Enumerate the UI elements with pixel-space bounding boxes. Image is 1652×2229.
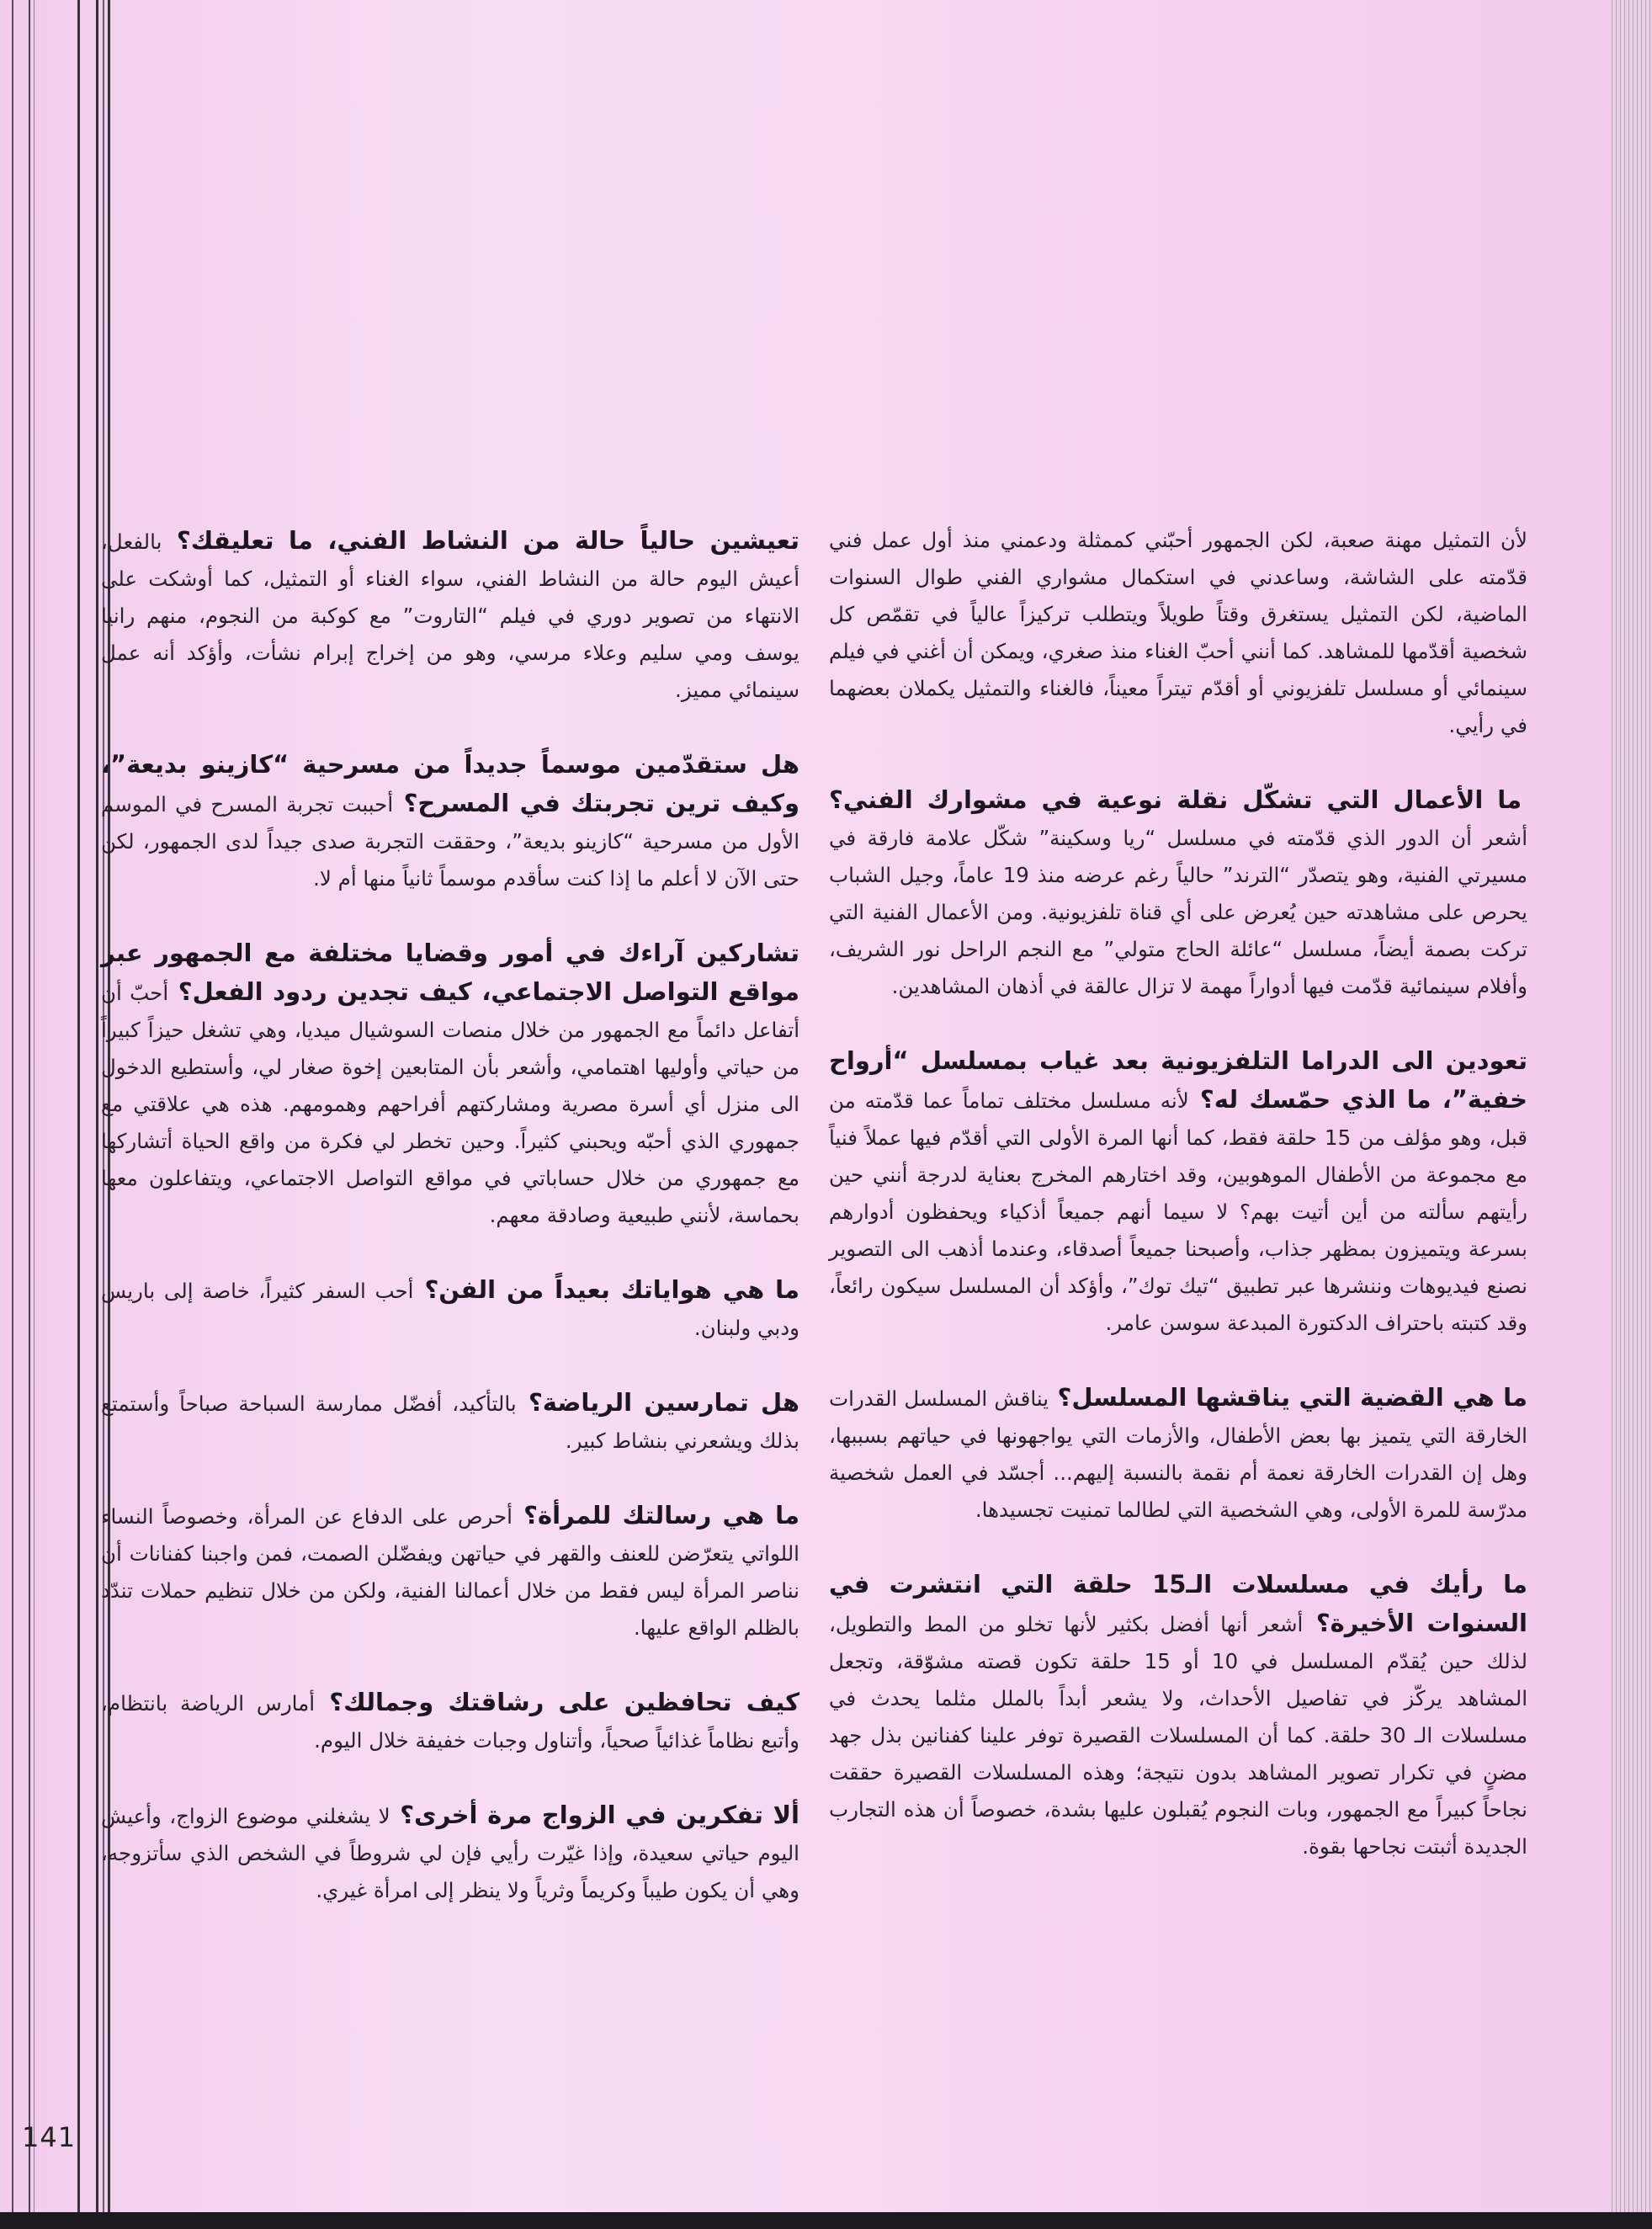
- answer: يناقش المسلسل القدرات الخارقة التي يتميز بها بعض الأطفال، والأزمات التي يواجهونها في حياتهم بسببها، وهل إن القدرات الخارقة نعمة أم نقمة بالنسبة إليهم... أجسّد في العمل شخصية مدرّسة للمرة الأولى، وهي الشخصية التي لطالما تمنيت تجسيدها.: [829, 1386, 1527, 1522]
- left-column: [101, 522, 799, 1946]
- question: ألا تفكرين في الزواج مرة أخرى؟: [390, 1801, 800, 1829]
- answer: بالفعل، أعيش اليوم حالة من النشاط الفني، سواء الغناء أو التمثيل، كما أوشكت على الانتهاء من تصوير دوري في فيلم “التاروت” مع كوكبة من النجوم، منهم رانيا يوسف ومي سليم وعلاء مرسي، وهو من إخراج إبرام نشأت، وأؤكد أنه عمل سينمائي مميز.: [101, 529, 799, 702]
- answer: أمارس الرياضة بانتظام، وأتبع نظاماً غذائياً صحياً، وأتناول وجبات خفيفة خلال اليوم.: [101, 1691, 799, 1753]
- qa-block: [829, 781, 1527, 1005]
- answer: بالتأكيد، أفضّل ممارسة السباحة صباحاً وأستمتع بذلك ويشعرني بنشاط كبير.: [101, 1391, 799, 1453]
- answer: أشعر أنها أفضل بكثير لأنها تخلو من المط والتطويل، لذلك حين يُقدّم المسلسل في 10 أو 15 حلقة تكون قصته مشوّقة، وتجعل المشاهد يركّز في تفاصيل الأحداث، ولا يشعر أبداً بالملل مثلما يحدث في مسلسلات الـ 30 حلقة. كما أن المسلسلات القصيرة توفر علينا كفنانين بذل جهد مضنٍ في تكرار تصوير المشاهد بدون نتيجة؛ وهذه المسلسلات القصيرة حققت نجاحاً كبيراً مع الجمهور، وبات النجوم يُقبلون عليها بشدة، خصوصاً أن هذه التجارب الجديدة أثبتت نجاحها بقوة.: [829, 1612, 1527, 1859]
- page-edge: [1612, 0, 1652, 2229]
- question: ما هي القضية التي يناقشها المسلسل؟: [1049, 1383, 1527, 1412]
- question: ما الأعمال التي تشكّل نقلة نوعية في مشوارك الفني؟: [829, 785, 1522, 814]
- binding-rule: [29, 0, 30, 2229]
- qa-block: [101, 1684, 799, 1759]
- question: ما رأيك في مسلسلات الـ15 حلقة التي انتشرت في السنوات الأخيرة؟: [829, 1570, 1527, 1637]
- qa-block: [101, 1384, 799, 1460]
- binding-rule: [77, 0, 80, 2229]
- qa-block: [101, 1497, 799, 1646]
- answer: لا يشغلني موضوع الزواج، وأعيش اليوم حياتي سعيدة، وإذا غيّرت رأيي فإن لي شروطاً في الشخص الذي سأتزوجه، وهي أن يكون طيباً وكريماً وثرياً ولا ينظر إلى امرأة غيري.: [101, 1804, 799, 1902]
- question: ما هي رسالتك للمرأة؟: [512, 1501, 799, 1529]
- question: ما هي هواياتك بعيداً من الفن؟: [413, 1275, 799, 1304]
- qa-block: [101, 746, 799, 897]
- binding-rule: [12, 0, 13, 2229]
- intro-paragraph: [829, 522, 1527, 744]
- qa-block: [101, 1796, 799, 1909]
- bottom-bar: [0, 2212, 1652, 2229]
- answer: لأنه مسلسل مختلف تماماً عما قدّمته من قبل، وهو مؤلف من 15 حلقة فقط، كما أنها المرة الأولى التي أقدّم فيها عملاً فنياً مع مجموعة من الأطفال الموهوبين، وقد اختارهم المخرج بعناية لدرجة أنني حين رأيتهم سألته من أين أتيت بهم؟ لا سيما أنهم جميعاً أذكياء ويحفظون أدوارهم بسرعة ويتميزون بمظهر جذاب، وأصبحنا جميعاً أصدقاء، وعندما أذهب الى التصوير نصنع فيديوهات وننشرها عبر تطبيق “تيك توك”، وأؤكد أن المسلسل سيكون رائعاً، وقد كتبته باحتراف الدكتورة المبدعة سوسن عامر.: [829, 1088, 1527, 1335]
- question: كيف تحافظين على رشاقتك وجمالك؟: [315, 1688, 800, 1716]
- qa-block: [829, 1379, 1527, 1529]
- question: هل تمارسين الرياضة؟: [516, 1388, 799, 1417]
- answer: أحرص على الدفاع عن المرأة، وخصوصاً النساء اللواتي يتعرّضن للعنف والقهر في حياتهن ويفضّلن الصمت، فمن واجبنا كفنانات أن نناصر المرأة ليس فقط من خلال أعمالنا الفنية، ولكن من خلال تنظيم حملات تندّد بالظلم الواقع عليها.: [101, 1504, 799, 1640]
- question: تعيشين حالياً حالة من النشاط الفني، ما تعليقك؟: [162, 526, 799, 555]
- answer: أحببت تجربة المسرح في الموسم الأول من مسرحية “كازينو بديعة”، وحققت التجربة صدى جيداً لدى الجمهور، لكن حتى الآن لا أعلم ما إذا كنت سأقدم موسماً ثانياً منها أم لا.: [101, 792, 799, 891]
- binding-rule: [96, 0, 98, 2229]
- question: تشاركين آراءك في أمور وقضايا مختلفة مع الجمهور عبر مواقع التواصل الاجتماعي، كيف تجدين ردود الفعل؟: [101, 939, 799, 1006]
- answer: أشعر أن الدور الذي قدّمته في مسلسل “ريا وسكينة” شكّل علامة فارقة في مسيرتي الفنية، وهو يتصدّر “الترند” حالياً رغم عرضه منذ 19 عاماً، وجيل الشباب يحرص على مشاهدته حين يُعرض على أي قناة تلفزيونية. ومن الأعمال الفنية التي تركت بصمة أيضاً، مسلسل “عائلة الحاج متولي” مع النجم الراحل نور الشريف، وأفلام سينمائية قدّمت فيها أدواراً مهمة لا تزال عالقة في أذهان المشاهدين.: [829, 826, 1528, 998]
- binding-rule: [34, 0, 35, 2229]
- qa-block: [101, 522, 799, 709]
- intro-text: لأن التمثيل مهنة صعبة، لكن الجمهور أحبّني كممثلة ودعمني منذ أول عمل فني قدّمته على الشاشة، وساعدني في استكمال مشواري الفني طوال السنوات الماضية، لكن التمثيل يستغرق وقتاً طويلاً ويتطلب تركيزاً عالياً في تقمّص كل شخصية أقدّمها للمشاهد. كما أنني أحبّ الغناء منذ صغري، ويمكن أن أغني في فيلم سينمائي أو مسلسل تلفزيوني أو أقدّم تيتراً معيناً، فالغناء والتمثيل يكملان بعضهما في رأيي.: [829, 528, 1527, 737]
- right-column: [829, 522, 1527, 1902]
- qa-block: [829, 1042, 1527, 1342]
- question: هل ستقدّمين موسماً جديداً من مسرحية “كازينو بديعة”، وكيف ترين تجربتك في المسرح؟: [101, 750, 799, 817]
- qa-block: [829, 1566, 1527, 1865]
- page-number: 141: [22, 2121, 77, 2153]
- qa-block: [101, 1271, 799, 1347]
- qa-block: [101, 934, 799, 1234]
- question: تعودين الى الدراما التلفزيونية بعد غياب بمسلسل “أرواح خفية”، ما الذي حمّسك له؟: [829, 1046, 1527, 1114]
- answer: أحب السفر كثيراً، خاصة إلى باريس ودبي ولبنان.: [101, 1279, 799, 1340]
- answer: أحبّ أن أتفاعل دائماً مع الجمهور من خلال منصات السوشيال ميديا، وهي تشغل حيزاً كبيراً من حياتي وأوليها اهتمامي، وأشعر بأن المتابعين إخوة صغار لي، وأستطيع الدخول الى منزل أي أسرة مصرية ومشاركتهم أفراحهم وهمومهم. هذه هي علاقتي مع جمهوري الذي أحبّه ويحبني كثيراً. وحين تخطر لي فكرة من واقع الحياة أتشاركها مع جمهوري من خلال حساباتي في مواقع التواصل الاجتماعي، ويتفاعلون معها بحماسة، لأنني طبيعية وصادقة معهم.: [101, 981, 799, 1227]
